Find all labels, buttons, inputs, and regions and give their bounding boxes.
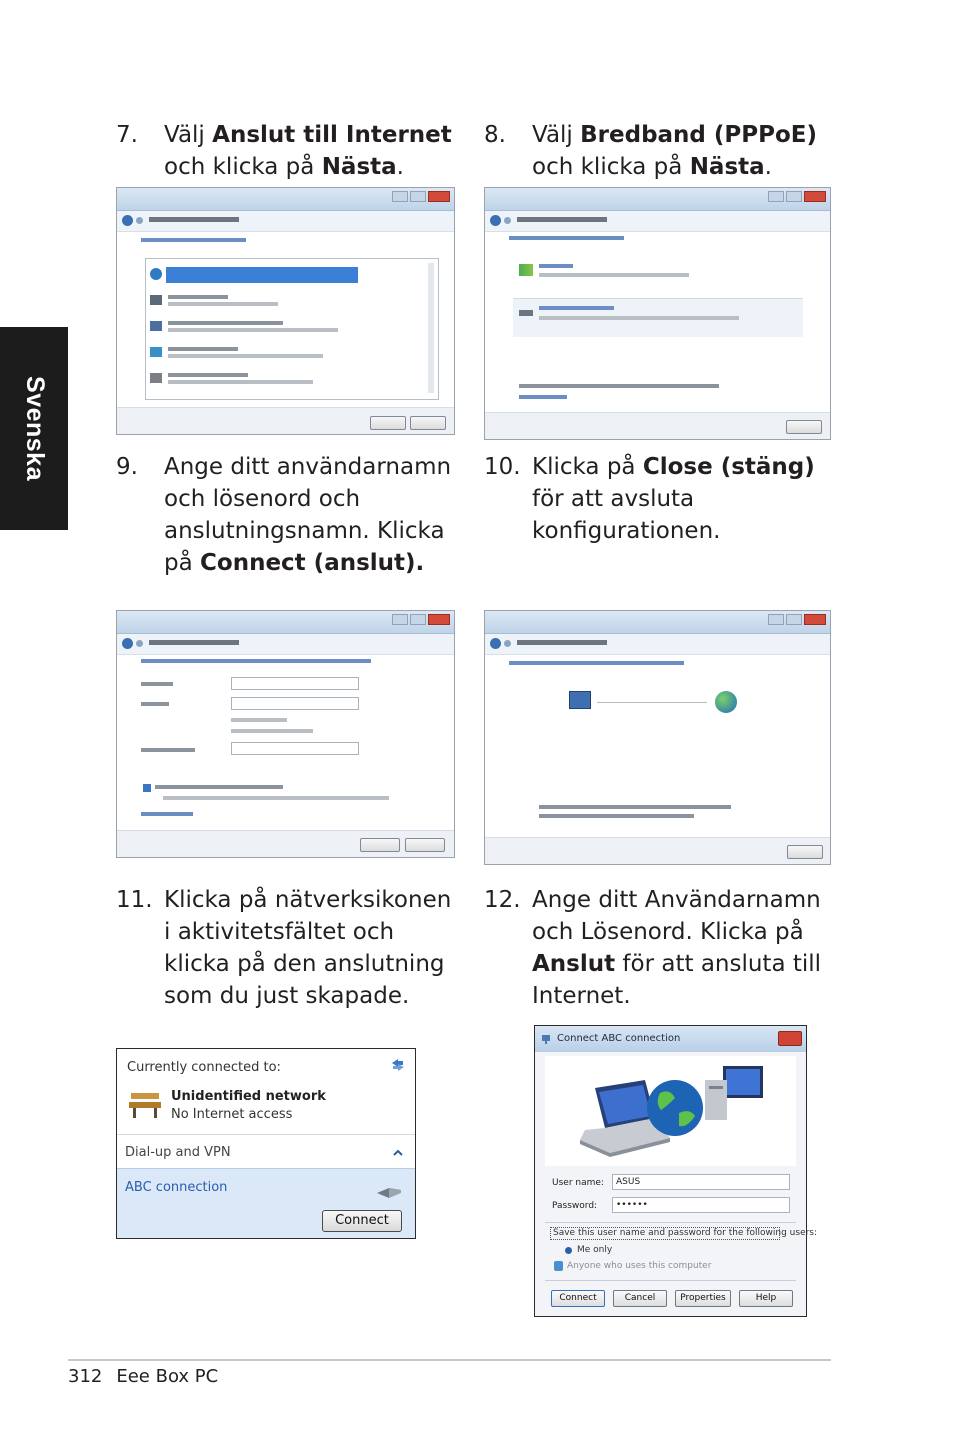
step-text: Klicka på Close (stäng) för att avsluta konfigurationen. — [532, 454, 815, 544]
next-button[interactable] — [370, 416, 406, 430]
window-titlebar — [117, 611, 454, 634]
connect-button[interactable]: Connect — [551, 1290, 605, 1307]
product-name: Eee Box PC — [116, 1366, 219, 1387]
help-button[interactable]: Help — [739, 1290, 793, 1307]
anyone-label: Anyone who uses this computer — [567, 1261, 712, 1271]
screenshot-connection-ready — [484, 610, 831, 865]
step-text: Välj Bredband (PPPoE) och klicka på Nästa. — [532, 122, 818, 180]
password-field[interactable] — [231, 697, 359, 710]
screenshot-connection-option — [116, 187, 455, 435]
router-icon — [150, 295, 162, 305]
step-text: Ange ditt Användarnamn och Lösenord. Klicka på Anslut för att ansluta till Internet. — [532, 887, 822, 1009]
network-name: Unidentified network — [171, 1089, 326, 1104]
close-button[interactable] — [787, 845, 823, 859]
shield-icon — [554, 1261, 563, 1271]
properties-button[interactable]: Properties — [675, 1290, 731, 1307]
close-icon — [804, 191, 826, 202]
chevron-up-icon[interactable] — [393, 1149, 403, 1156]
close-icon[interactable] — [778, 1031, 802, 1046]
close-icon — [428, 614, 450, 625]
step-number: 7. — [116, 122, 138, 148]
cancel-button[interactable] — [410, 416, 446, 430]
password-field[interactable]: •••••• — [612, 1197, 790, 1213]
network-popup — [116, 1048, 416, 1239]
close-icon — [428, 191, 450, 202]
connect-dialog — [534, 1025, 818, 1317]
bench-network-icon — [127, 1089, 163, 1119]
connect-button[interactable] — [360, 838, 400, 852]
language-tab-label: Svenska — [20, 376, 49, 481]
dialog-titlebar — [535, 1026, 806, 1052]
step-text: Klicka på nätverksikonen i aktivitetsfältet och klicka på den anslutning som du just skapade. — [164, 887, 452, 1009]
connection-name-field[interactable] — [231, 742, 359, 755]
step-number: 9. — [116, 454, 138, 480]
refresh-icon[interactable] — [389, 1057, 407, 1073]
currently-connected-label: Currently connected to: — [127, 1060, 281, 1075]
connection-name[interactable]: ABC connection — [125, 1180, 228, 1195]
save-credentials-option[interactable] — [550, 1227, 818, 1240]
cancel-button[interactable] — [786, 420, 822, 434]
broadband-icon — [519, 310, 533, 316]
globe-icon — [715, 691, 737, 713]
language-tab — [0, 327, 68, 530]
step-number: 12. — [484, 887, 521, 913]
back-icon — [490, 215, 501, 226]
step-text: Ange ditt användarnamn och lösenord och anslutningsnamn. Klicka på Connect (anslut). — [164, 454, 452, 576]
step-text: Välj Anslut till Internet och klicka på Nästa. — [164, 122, 452, 180]
footer-rule — [68, 1359, 831, 1361]
dialup-connection-icon — [375, 1185, 403, 1201]
cancel-button[interactable]: Cancel — [613, 1290, 667, 1307]
cancel-button[interactable] — [405, 838, 445, 852]
globe-icon — [150, 268, 162, 280]
dialog-title: Connect ABC connection — [557, 1033, 681, 1044]
wireless-signal-icon — [519, 264, 533, 276]
workplace-icon — [150, 347, 162, 357]
computer-icon — [569, 691, 591, 709]
save-credentials-label: Save this user name and password for the following users: — [553, 1228, 818, 1238]
network-illustration-icon — [575, 1058, 775, 1163]
shield-icon — [143, 784, 151, 792]
dialup-vpn-section[interactable]: Dial-up and VPN — [125, 1145, 231, 1160]
back-icon — [122, 215, 133, 226]
step-number: 11. — [116, 887, 153, 913]
window-titlebar — [485, 188, 830, 211]
page-number: 312 — [68, 1366, 103, 1387]
wireless-icon — [150, 321, 162, 331]
network-status: No Internet access — [171, 1107, 293, 1122]
step-number: 8. — [484, 122, 506, 148]
username-label: User name: — [552, 1178, 604, 1188]
window-titlebar — [117, 188, 454, 211]
username-field[interactable]: ASUS — [612, 1174, 790, 1190]
step-number: 10. — [484, 454, 521, 480]
me-only-label: Me only — [577, 1245, 613, 1255]
window-titlebar — [485, 611, 830, 634]
close-icon — [804, 614, 826, 625]
connect-button[interactable]: Connect — [322, 1210, 402, 1232]
password-label: Password: — [552, 1201, 598, 1211]
connection-icon — [541, 1033, 553, 1045]
screenshot-isp-information — [116, 610, 455, 858]
dialup-icon — [150, 373, 162, 383]
back-icon — [122, 638, 133, 649]
radio-me-only[interactable] — [565, 1247, 572, 1254]
username-field[interactable] — [231, 677, 359, 690]
option-list — [145, 258, 439, 400]
screenshot-how-to-connect — [484, 187, 831, 440]
page-footer — [68, 1366, 218, 1387]
back-icon — [490, 638, 501, 649]
